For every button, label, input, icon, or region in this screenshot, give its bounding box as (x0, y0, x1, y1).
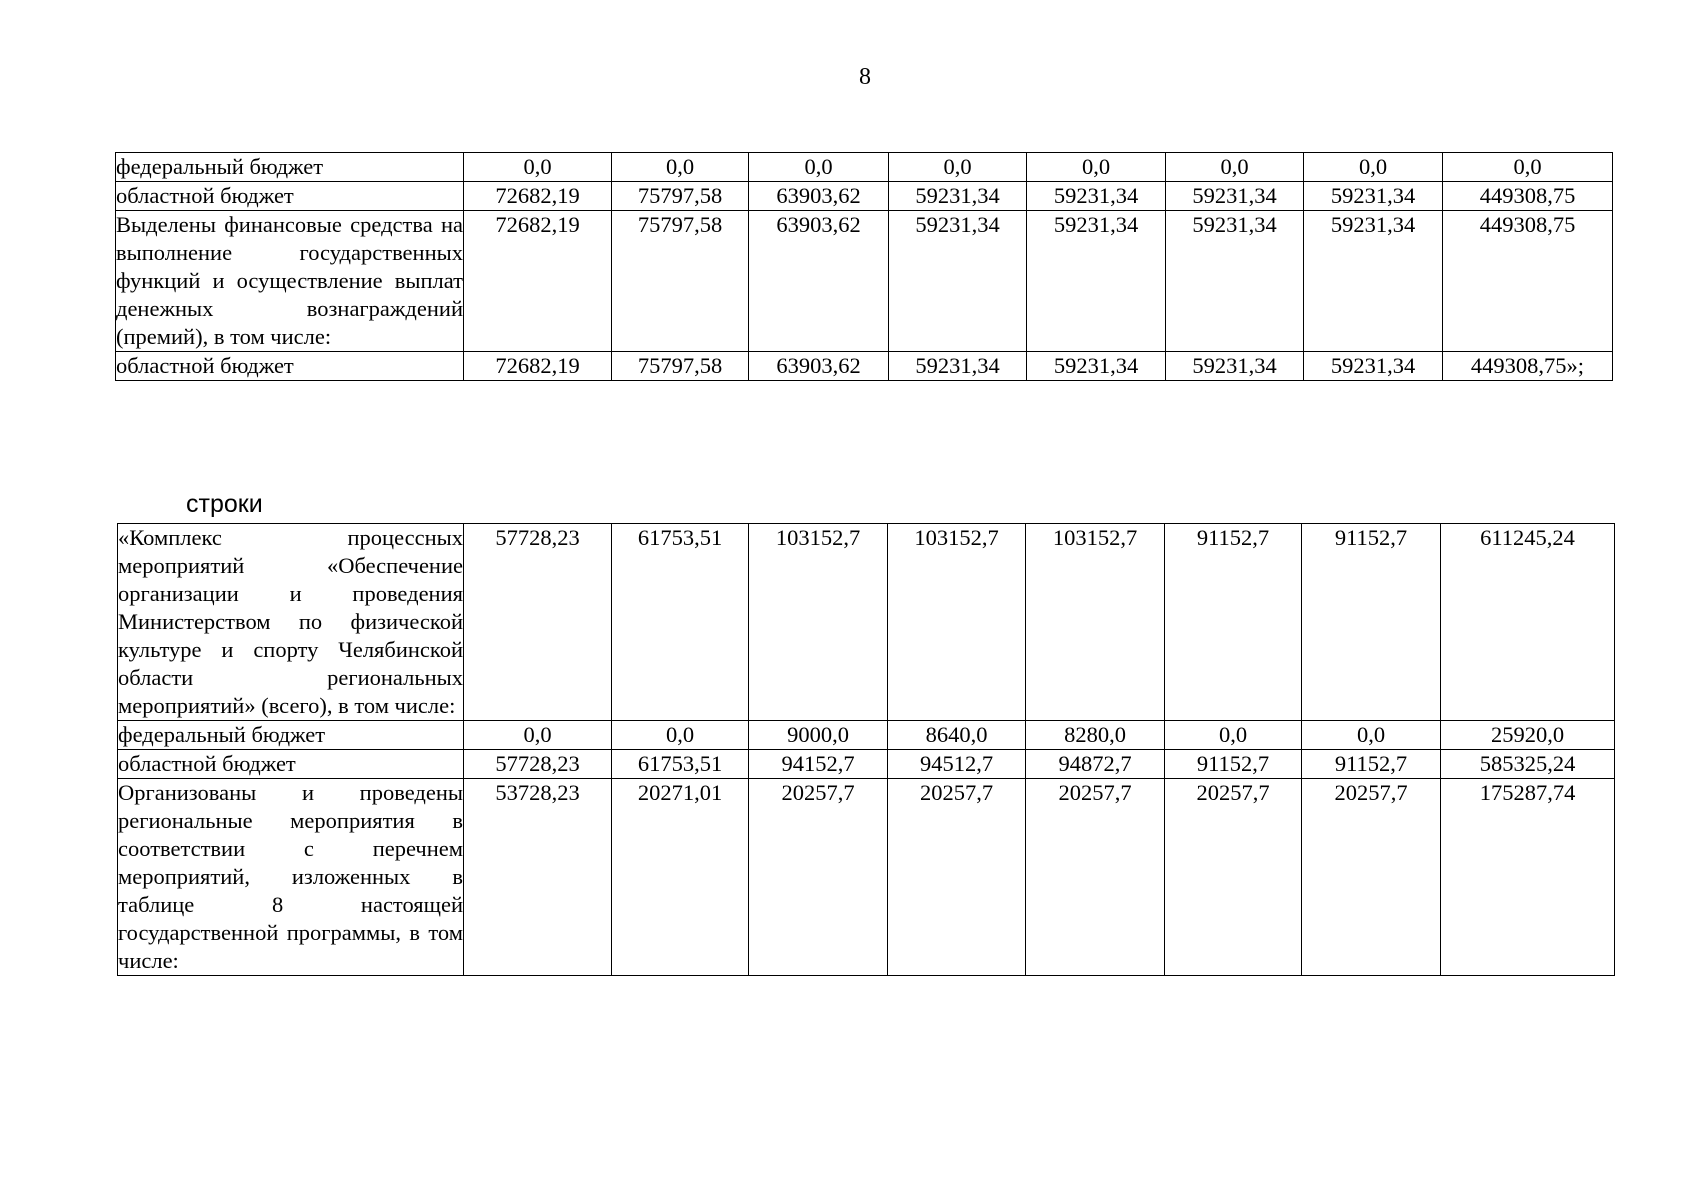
table-row (116, 211, 1613, 352)
value-cell: 449308,75 (1443, 211, 1613, 352)
value-cell: 91152,7 (1165, 750, 1302, 779)
value-cell: 0,0 (1304, 153, 1443, 182)
value-cell: 61753,51 (612, 750, 749, 779)
table-row (118, 721, 1615, 750)
value-cell: 0,0 (1302, 721, 1441, 750)
value-cell: 59231,34 (1027, 182, 1166, 211)
value-cell: 59231,34 (889, 211, 1027, 352)
budget-table-replacement-rows (117, 523, 1615, 976)
value-cell: 59231,34 (1304, 211, 1443, 352)
value-cell: 25920,0 (1441, 721, 1615, 750)
value-cell: 59231,34 (1027, 352, 1166, 381)
value-cell: 72682,19 (464, 211, 612, 352)
value-cell: 59231,34 (1027, 211, 1166, 352)
value-cell: 103152,7 (749, 524, 888, 721)
table-row (116, 182, 1613, 211)
value-cell: 0,0 (464, 721, 612, 750)
value-cell: 91152,7 (1302, 750, 1441, 779)
value-cell: 59231,34 (889, 182, 1027, 211)
row-label: федеральный бюджет (116, 153, 464, 182)
value-cell: 0,0 (1027, 153, 1166, 182)
table-2-body (118, 524, 1615, 976)
table-1-body (116, 153, 1613, 381)
value-cell: 94512,7 (888, 750, 1026, 779)
value-cell: 59231,34 (889, 352, 1027, 381)
value-cell: 59231,34 (1166, 182, 1304, 211)
value-cell: 63903,62 (749, 352, 889, 381)
row-label: областной бюджет (118, 750, 464, 779)
value-cell: 0,0 (464, 153, 612, 182)
value-cell: 0,0 (1165, 721, 1302, 750)
row-label: Организованы и проведены региональные мероприятия в соответствии с перечнем мероприятий, изложенных в таблице 8 настоящей государственной программы, в том числе: (118, 779, 464, 976)
row-label: «Комплекс процессных мероприятий «Обеспечение организации и проведения Министерством по физической культуре и спорту Челябинской области региональных мероприятий» (всего), в том числе: (118, 524, 464, 721)
value-cell: 20257,7 (1026, 779, 1165, 976)
value-cell: 94152,7 (749, 750, 888, 779)
value-cell: 9000,0 (749, 721, 888, 750)
value-cell: 0,0 (1166, 153, 1304, 182)
value-cell: 103152,7 (1026, 524, 1165, 721)
value-cell: 0,0 (889, 153, 1027, 182)
value-cell: 0,0 (749, 153, 889, 182)
page-number: 8 (859, 64, 871, 90)
value-cell: 91152,7 (1302, 524, 1441, 721)
value-cell: 20271,01 (612, 779, 749, 976)
value-cell: 61753,51 (612, 524, 749, 721)
row-label: Выделены финансовые средства на выполнение государственных функций и осуществление выплат денежных вознаграждений (премий), в том числе: (116, 211, 464, 352)
value-cell: 20257,7 (749, 779, 888, 976)
value-cell: 449308,75 (1443, 182, 1613, 211)
value-cell: 8280,0 (1026, 721, 1165, 750)
value-cell: 53728,23 (464, 779, 612, 976)
value-cell: 72682,19 (464, 352, 612, 381)
row-label: областной бюджет (116, 182, 464, 211)
value-cell: 75797,58 (612, 211, 749, 352)
value-cell: 63903,62 (749, 211, 889, 352)
value-cell: 175287,74 (1441, 779, 1615, 976)
row-label: областной бюджет (116, 352, 464, 381)
value-cell: 94872,7 (1026, 750, 1165, 779)
continuation-text: строки (186, 490, 263, 518)
value-cell: 59231,34 (1166, 211, 1304, 352)
value-cell: 63903,62 (749, 182, 889, 211)
value-cell: 57728,23 (464, 750, 612, 779)
value-cell: 20257,7 (888, 779, 1026, 976)
value-cell: 449308,75»; (1443, 352, 1613, 381)
value-cell: 8640,0 (888, 721, 1026, 750)
value-cell: 72682,19 (464, 182, 612, 211)
table-row (118, 779, 1615, 976)
value-cell: 59231,34 (1166, 352, 1304, 381)
table-row (118, 750, 1615, 779)
value-cell: 91152,7 (1165, 524, 1302, 721)
value-cell: 20257,7 (1302, 779, 1441, 976)
value-cell: 0,0 (612, 721, 749, 750)
table-row (116, 153, 1613, 182)
table-row (116, 352, 1613, 381)
value-cell: 611245,24 (1441, 524, 1615, 721)
value-cell: 0,0 (1443, 153, 1613, 182)
value-cell: 585325,24 (1441, 750, 1615, 779)
value-cell: 59231,34 (1304, 182, 1443, 211)
value-cell: 0,0 (612, 153, 749, 182)
value-cell: 59231,34 (1304, 352, 1443, 381)
value-cell: 20257,7 (1165, 779, 1302, 976)
value-cell: 57728,23 (464, 524, 612, 721)
row-label: федеральный бюджет (118, 721, 464, 750)
value-cell: 75797,58 (612, 352, 749, 381)
budget-table-continued (115, 152, 1613, 381)
table-row (118, 524, 1615, 721)
value-cell: 103152,7 (888, 524, 1026, 721)
value-cell: 75797,58 (612, 182, 749, 211)
